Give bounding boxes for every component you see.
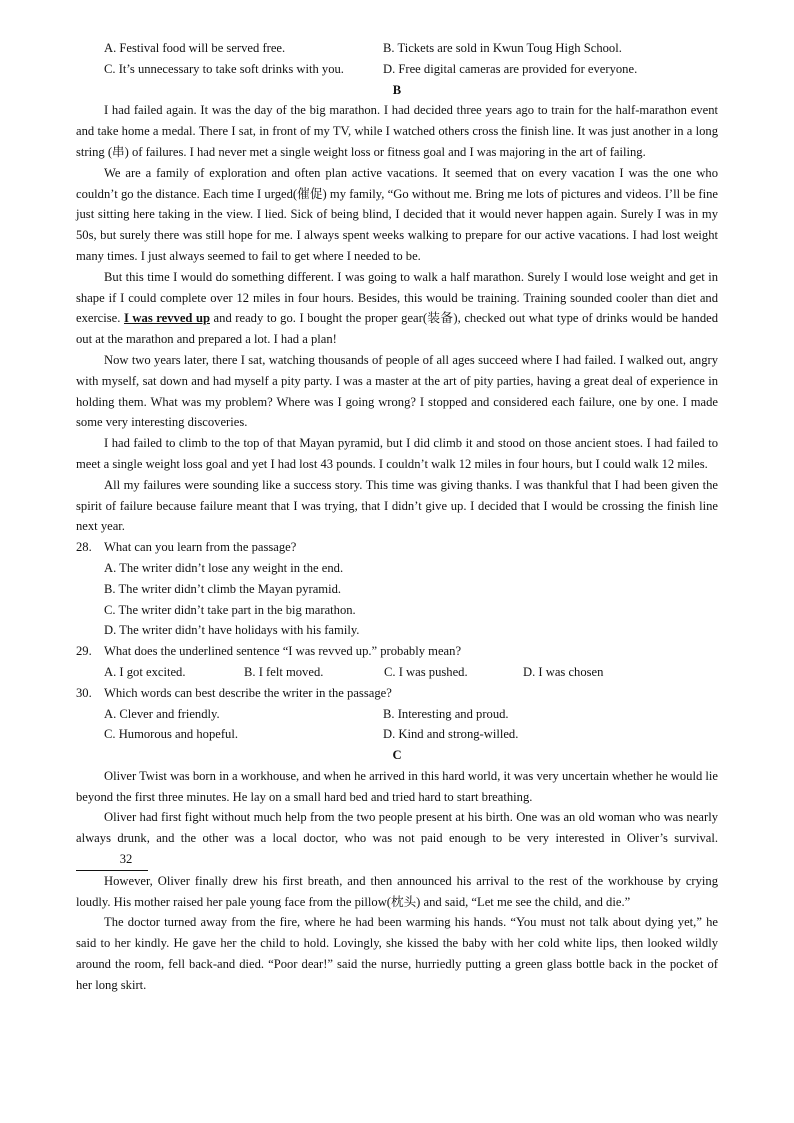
paragraph: The doctor turned away from the fire, where he had been warming his hands. “You must not talk about dying yet,” he said to her kindly. He gave her the child to hold. Lovingly, she kissed the baby with her cold white lips, then looked wildly around the room, fell back-and died. “Poor dear!” said the nurse, hurriedly putting a green glass bottle back in the pocket of her long skirt.	[76, 915, 718, 992]
question-number: 28.	[76, 540, 92, 555]
option-d: D. Kind and strong-willed.	[383, 727, 519, 742]
underlined-sentence: I was revved up	[123, 311, 210, 326]
paragraph: I had failed again. It was the day of the big marathon. I had decided three years ago to train for the half-marathon event and take home a medal. There I sat, in front of my TV, while I watched others cross the finish line. It was just another in a long string (串) of failures. I had never met a single weight loss or fitness goal and I was majoring in the art of failing.	[76, 103, 718, 159]
question-number: 29.	[76, 644, 92, 659]
section-heading-c: C	[392, 748, 402, 763]
option-b: B. I felt moved.	[244, 664, 324, 679]
option-c: C. The writer didn’t take part in the big marathon.	[104, 602, 356, 617]
exam-page	[76, 38, 718, 996]
option-b: B. Tickets are sold in Kwun Toug High School.	[383, 41, 622, 55]
section-heading-b: B	[392, 82, 402, 97]
option-a: A. I got excited.	[104, 664, 186, 679]
option-row	[76, 724, 718, 745]
question-text: Which words can best describe the writer in the passage?	[104, 685, 392, 700]
paragraph-text: Oliver had first fight without much help from the two people present at his birth. One was an old woman who was nearly always drunk, and the other was a local doctor, who was not paid enough to be very interested in Oliver’s survival.	[76, 810, 718, 846]
question-30	[76, 683, 718, 704]
paragraph: However, Oliver finally drew his first breath, and then announced his arrival to the rest of the workhouse by crying loudly. His mother raised her pale young face from the pillow(枕头) and said, “Let me see the child, and die.”	[76, 873, 718, 909]
paragraph: Oliver Twist was born in a workhouse, and when he arrived in this hard world, it was very uncertain whether he would lie beyond the first three minutes. He lay on a small hard bed and tried hard to start breathing.	[76, 768, 718, 804]
option-row	[76, 38, 718, 59]
question-text: What does the underlined sentence “I was revved up.” probably mean?	[104, 644, 462, 659]
option-d: D. The writer didn’t have holidays with his family.	[104, 623, 360, 638]
question-text: What can you learn from the passage?	[104, 540, 297, 555]
option-b: B. Interesting and proud.	[383, 706, 509, 721]
blank-number: 32	[119, 852, 133, 867]
option-row	[76, 704, 718, 725]
option-d: D. Free digital cameras are provided for everyone.	[383, 61, 638, 76]
option-a: A. Clever and friendly.	[104, 706, 220, 721]
option-c: C. It’s unnecessary to take soft drinks with you.	[104, 61, 344, 76]
option-d: D. I was chosen	[523, 664, 604, 679]
paragraph	[76, 807, 718, 870]
option-a: A. Festival food will be served free.	[104, 41, 286, 55]
option-c: C. I was pushed.	[384, 664, 468, 679]
option-a: A. The writer didn’t lose any weight in the end.	[104, 560, 344, 575]
option-c: C. Humorous and hopeful.	[104, 727, 238, 742]
paragraph: All my failures were sounding like a success story. This time was giving thanks. I was thankful that I had been given the spirit of failure because failure meant that I was trying, that I didn’t give up. I decided that I would be crossing the finish line next year.	[76, 477, 718, 534]
paragraph: I had failed to climb to the top of that Mayan pyramid, but I did climb it and stood on those ancient stoes. I had failed to meet a single weight loss goal and yet I had lost 43 pounds. I couldn’t walk 12 miles in four hours, but I could walk 12 miles.	[76, 436, 718, 471]
paragraph	[76, 267, 718, 350]
question-28	[76, 537, 718, 558]
paragraph-text: But this time I would do something different. I was going to walk a half marathon. Surely I would lose weight and get in shape if I could complete over 12 miles in four hours. Besides, this would be training. Training sounded cooler than diet and exercise.	[76, 269, 718, 326]
paragraph: Now two years later, there I sat, watching thousands of people of all ages succeed where I had failed. I walked out, angry with myself, sat down and had myself a pity party. I was a master at the art of pity parties, having a great deal of experience in holding them. What was my problem? Where was I going wrong? I stopped and considered each failure, one by one. I made some very interesting discoveries.	[76, 352, 718, 430]
option-b: B. The writer didn’t climb the Mayan pyramid.	[104, 581, 342, 596]
paragraph-text: and ready to go. I bought the proper gear(装备), checked out what type of drinks would be handed out at the marathon and prepared a lot. I had a plan!	[76, 311, 719, 347]
option-row	[76, 59, 718, 80]
question-29	[76, 641, 718, 662]
paragraph: We are a family of exploration and often plan active vacations. It seemed that on every vacation I was the one who couldn’t go the distance. Each time I urged(催促) my family, “Go without me. Bring me lots of pictures and videos. I’ll be fine just sitting here taking in the view. I lied. Sick of being blind, I decided that it would never happen again. Surely I was in my 50s, but surely there was still hope for me. I always spent weeks walking to prepare for our active vacations. I had lost weight many times. I just always seemed to fail to get where I needed to be.	[76, 165, 718, 263]
option-row	[76, 662, 718, 683]
answer-blank[interactable]	[76, 849, 148, 871]
question-number: 30.	[76, 685, 92, 700]
